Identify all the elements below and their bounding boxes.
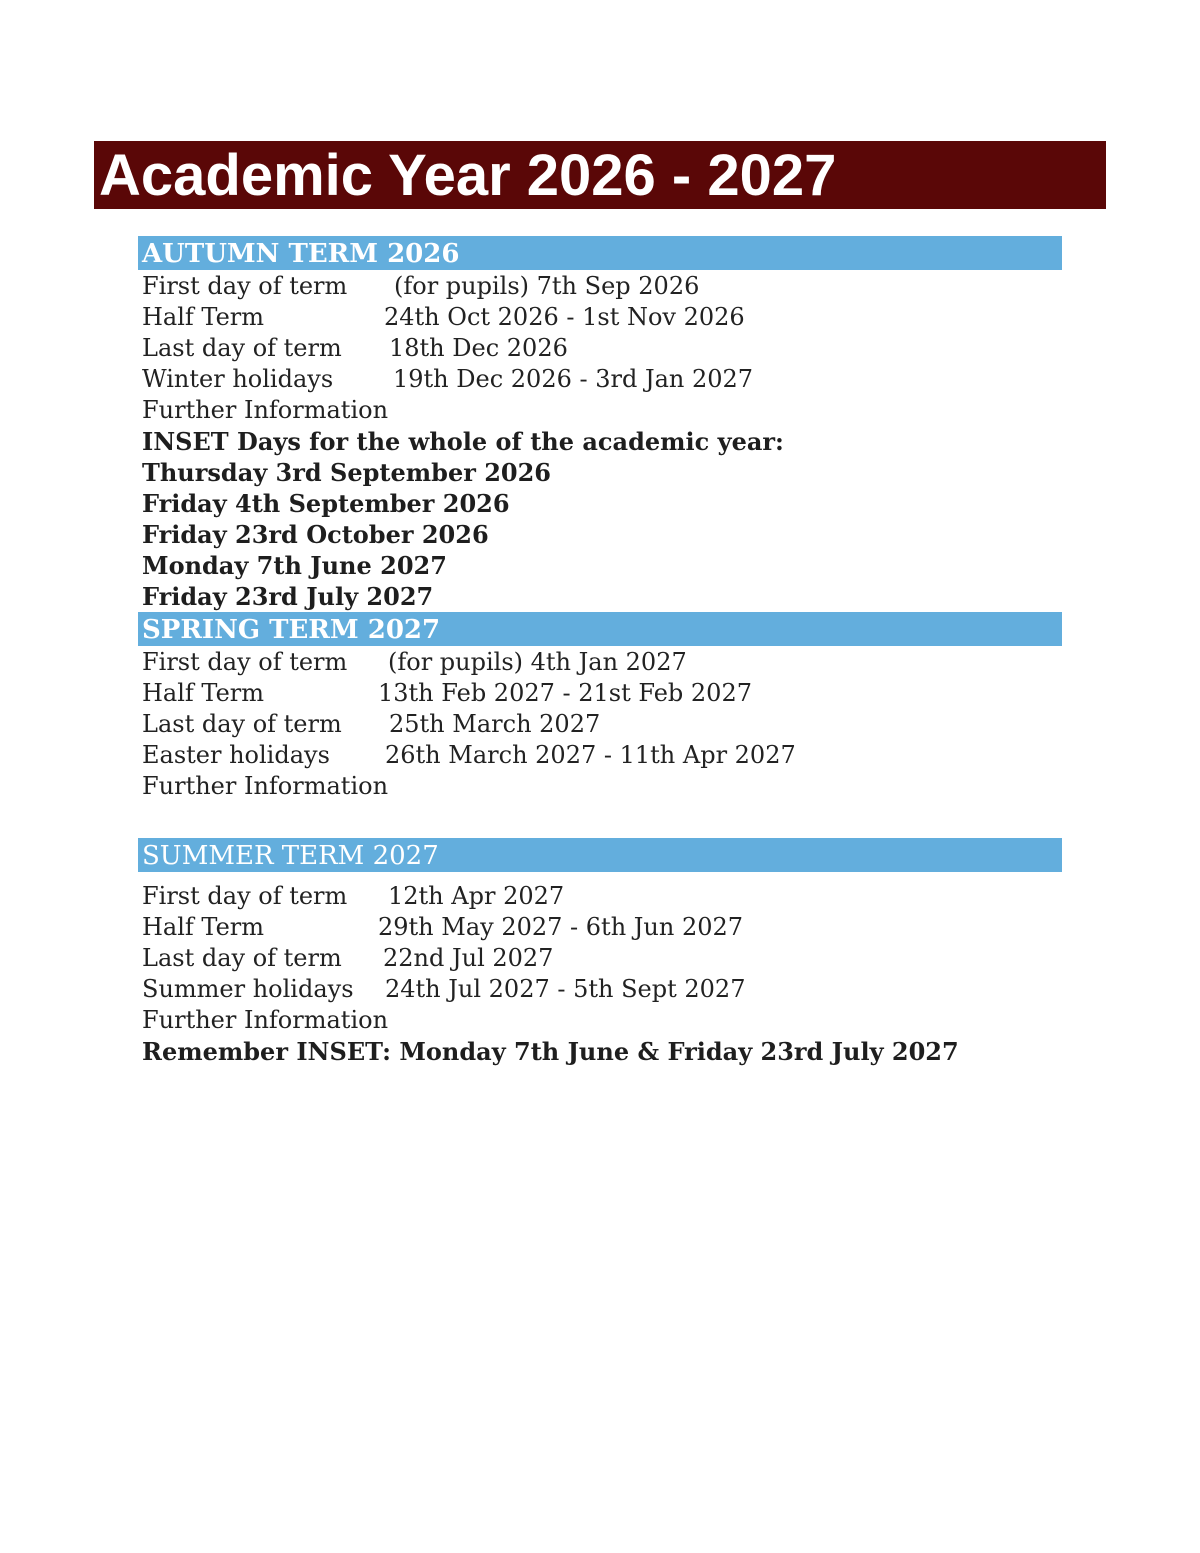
autumn-term-header: AUTUMN TERM 2026 [138, 236, 1062, 270]
inset-day: Monday 7th June 2027 [142, 551, 447, 580]
row-value: 22nd Jul 2027 [383, 944, 554, 972]
inset-heading: INSET Days for the whole of the academic year: [142, 427, 784, 456]
inset-day: Thursday 3rd September 2026 [142, 458, 552, 487]
summer-row-last-day [142, 943, 1042, 974]
row-value: (for pupils) 4th Jan 2027 [388, 648, 687, 676]
row-value: 24th Jul 2027 - 5th Sept 2027 [385, 975, 746, 1003]
inset-day: Friday 23rd July 2027 [142, 582, 434, 611]
page-title: Academic Year 2026 - 2027 [99, 143, 837, 208]
row-label: Further Information [142, 1006, 389, 1034]
summer-row-further-information [142, 1005, 1042, 1036]
inset-reminder: Remember INSET: Monday 7th June & Friday 23rd July 2027 [142, 1037, 959, 1066]
summer-row-first-day [142, 881, 1042, 912]
row-label: First day of term [142, 272, 348, 300]
row-value: 25th March 2027 [389, 710, 601, 738]
row-label: Further Information [142, 396, 389, 424]
inset-day: Friday 4th September 2026 [142, 489, 510, 518]
title-banner [94, 141, 1106, 209]
row-label: Half Term [142, 303, 265, 331]
spring-term-header: SPRING TERM 2027 [138, 612, 1062, 646]
row-value: 18th Dec 2026 [389, 334, 568, 362]
autumn-row-last-day [142, 333, 1042, 364]
row-value: 26th March 2027 - 11th Apr 2027 [385, 741, 796, 769]
inset-day: Friday 23rd October 2026 [142, 520, 489, 549]
row-label: Half Term [142, 679, 265, 707]
spring-row-half-term [142, 678, 1042, 709]
summer-term-header: SUMMER TERM 2027 [138, 838, 1062, 872]
autumn-row-first-day [142, 271, 1042, 302]
row-value: (for pupils) 7th Sep 2026 [394, 272, 700, 300]
row-value: 13th Feb 2027 - 21st Feb 2027 [378, 679, 752, 707]
autumn-row-half-term [142, 302, 1042, 333]
row-value: 24th Oct 2026 - 1st Nov 2026 [384, 303, 745, 331]
spring-row-last-day [142, 709, 1042, 740]
autumn-row-winter-holidays [142, 364, 1042, 395]
spring-row-first-day [142, 647, 1042, 678]
row-label: Further Information [142, 772, 389, 800]
row-label: First day of term [142, 882, 348, 910]
row-label: Last day of term [142, 710, 342, 738]
row-label: Half Term [142, 913, 265, 941]
row-label: Winter holidays [142, 365, 334, 393]
row-label: Last day of term [142, 334, 342, 362]
row-label: Easter holidays [142, 741, 330, 769]
row-label: Summer holidays [142, 975, 354, 1003]
autumn-row-further-information [142, 395, 1042, 426]
summer-row-summer-holidays [142, 974, 1042, 1005]
row-label: First day of term [142, 648, 348, 676]
row-label: Last day of term [142, 944, 342, 972]
row-value: 19th Dec 2026 - 3rd Jan 2027 [393, 365, 754, 393]
spring-row-easter-holidays [142, 740, 1042, 771]
row-value: 29th May 2027 - 6th Jun 2027 [378, 913, 744, 941]
summer-row-half-term [142, 912, 1042, 943]
spring-row-further-information [142, 771, 1042, 802]
row-value: 12th Apr 2027 [388, 882, 565, 910]
